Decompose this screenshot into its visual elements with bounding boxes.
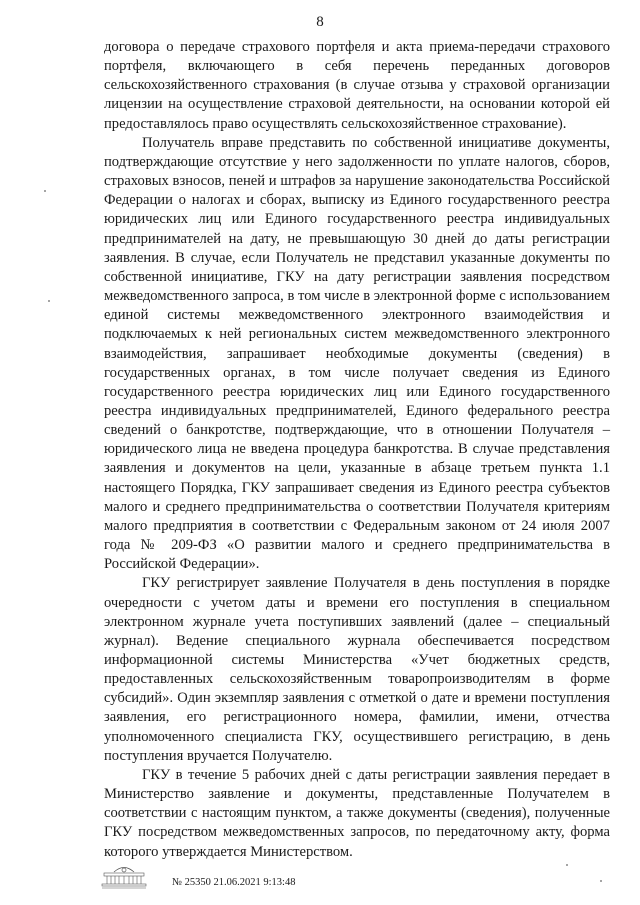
scan-speck [600, 880, 602, 882]
paragraph-continuation: договора о передаче страхового портфеля и акта приема-передачи страхового портфеля, включающего в себя перечень переданных договоров сельскохозяйственного страхования (в случае отзыва у страховой организации лицензии на осуществление страховой деятельности, на основании которой ей предоставлялось право осуществлять сельскохозяйственное страхование). [104, 39, 610, 132]
registration-stamp-text: № 25350 21.06.2021 9:13:48 [172, 877, 296, 888]
scan-speck [566, 864, 568, 866]
paragraph-registration: ГКУ регистрирует заявление Получателя в день поступления в порядке очередности с учетом даты и времени его поступления в специальном электронном журнале учета поступивших заявлений (далее – специальный журнал). Ведение специального журнала обеспечивается посредством информационной системы Министерства «Учет бюджетных средств, предоставленных сельскохозяйственным товаропроизводителям в форме субсидий». Один экземпляр заявления с отметкой о дате и времени поступления заявления, его регистрационного номера, фамилии, имени, отчества уполномоченного специалиста ГКУ, осуществившего регистрацию, в день поступления вручается Получателю. [104, 575, 610, 764]
scan-speck [44, 190, 46, 192]
document-body [104, 38, 610, 862]
scan-speck [48, 300, 50, 302]
document-footer [100, 864, 295, 890]
paragraph-documents-initiative: Получатель вправе представить по собственной инициативе документы, подтверждающие отсутствие у него задолженности по уплате налогов, сборов, страховых взносов, пеней и штрафов за нарушение законодательства Российской Федерации о налогах и сборах, выписку из Единого государственного реестра юридических лиц или Единого государственного реестра индивидуальных предпринимателей на дату, не превышающую 30 дней до даты регистрации заявления. В случае, если Получатель не представил указанные документы по собственной инициативе, ГКУ на дату регистрации заявления посредством межведомственного запроса, в том числе в электронной форме с использованием единой системы межведомственного электронного взаимодействия и подключаемых к ней региональных систем межведомственного электронного взаимодействия, запрашивает необходимые документы (сведения) в государственных органах, в том числе получает сведения из Единого государственного реестра юридических лиц или Единого государственного реестра индивидуальных предпринимателей, Единого федерального реестра сведений о банкротстве, подтверждающие, что в отношении Получателя – юридического лица не введена процедура банкротства. В случае представления заявления и документов на цели, указанные в абзаце третьем пункта 1.1 настоящего Порядка, ГКУ запрашивает сведения из Единого реестра субъектов малого и среднего предпринимательства о соответствии Получателя критериям малого предприятия в соответствии с Федеральным законом от 24 июля 2007 года № 209-ФЗ «О развитии малого и среднего предпринимательства в Российской Федерации». [104, 134, 610, 573]
paragraph-transfer: ГКУ в течение 5 рабочих дней с даты регистрации заявления передает в Министерство заявление и документы, представленные Получателем в соответствии с настоящим пунктом, а также документы (сведения), полученные ГКУ посредством межведомственных запросов, по передаточному акту, форма которого утверждается Министерством. [104, 766, 610, 860]
page-number: 8 [316, 14, 324, 30]
registry-stamp-icon [100, 864, 148, 890]
